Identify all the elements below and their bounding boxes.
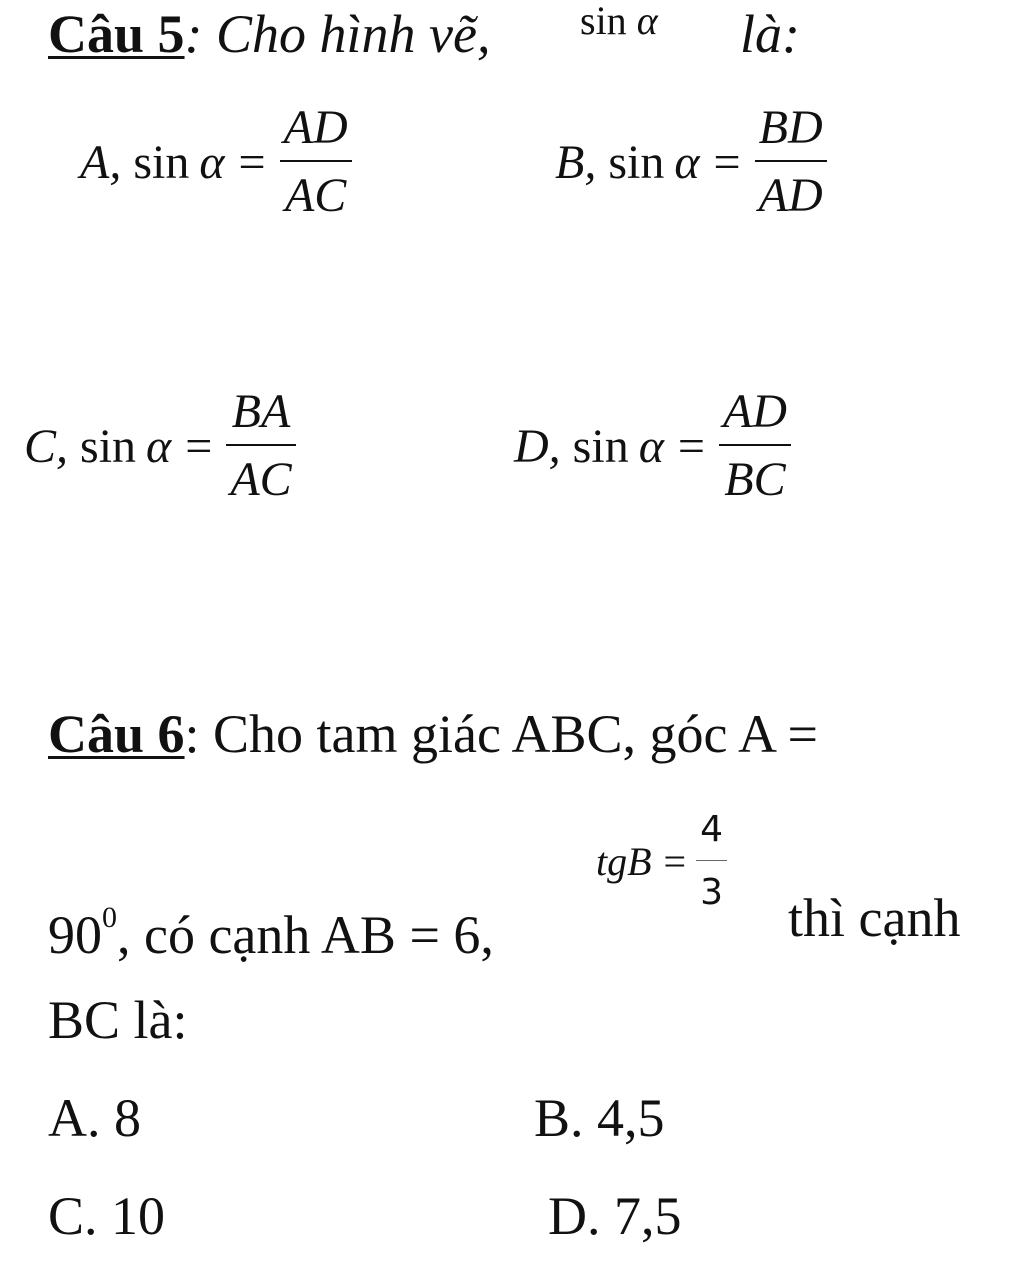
q5-heading	[48, 2, 490, 66]
q6-text-1: : Cho tam giác ABC, góc A =	[184, 704, 818, 764]
numerator: AD	[722, 385, 787, 438]
q6-answer-a: A. 8	[48, 1088, 141, 1148]
option-letter: A,	[80, 135, 122, 189]
sin-word: sin	[572, 419, 629, 473]
denominator: AC	[284, 169, 347, 222]
numerator: AD	[283, 101, 348, 154]
equals-sign: =	[238, 135, 266, 189]
sin-word: sin	[133, 135, 190, 189]
denominator: AD	[758, 169, 823, 222]
numerator: BA	[231, 385, 291, 438]
fraction	[719, 385, 791, 506]
q6-line-2	[48, 886, 494, 967]
fraction	[280, 101, 352, 222]
equals-sign: =	[185, 419, 213, 473]
equals-sign: =	[663, 839, 687, 884]
alpha-symbol: α	[674, 135, 700, 189]
option-letter: D,	[514, 419, 561, 473]
alpha-symbol: α	[146, 419, 172, 473]
q6-angle-value: 90	[48, 905, 102, 965]
equals-sign: =	[677, 419, 705, 473]
fraction	[226, 385, 295, 506]
q6-answer-c: C. 10	[48, 1186, 166, 1246]
q6-text-2: , có cạnh AB = 6,	[117, 905, 494, 965]
denominator: BC	[724, 453, 786, 506]
alpha-symbol: α	[638, 419, 664, 473]
q5-alpha: α	[636, 0, 658, 43]
equals-sign: =	[713, 135, 741, 189]
q5-option-b	[555, 101, 827, 222]
denominator: 3	[700, 872, 724, 913]
option-letter: C,	[24, 419, 69, 473]
numerator: 4	[700, 809, 724, 850]
q6-line-2-tail: thì cạnh	[788, 888, 961, 948]
tg-lhs: tgB	[596, 839, 652, 884]
option-letter: B,	[555, 135, 597, 189]
numerator: BD	[758, 101, 823, 154]
q6-degree-superscript: 0	[102, 901, 117, 934]
q5-option-d	[514, 385, 791, 506]
denominator: AC	[230, 453, 292, 506]
q5-option-a	[80, 101, 352, 222]
fraction	[696, 809, 727, 913]
q6-line-1	[48, 702, 818, 766]
fraction	[755, 101, 827, 222]
q6-tg-formula	[596, 809, 727, 913]
q5-title: : Cho hình vẽ,	[184, 4, 491, 64]
sin-word: sin	[608, 135, 665, 189]
q6-line-3: BC là:	[48, 990, 188, 1050]
q5-option-c	[24, 385, 296, 506]
q5-label: Câu 5	[48, 4, 185, 64]
q5-sin-word: sin	[580, 0, 627, 43]
q5-sin-alpha	[580, 0, 658, 46]
alpha-symbol: α	[199, 135, 225, 189]
q5-tail: là:	[740, 4, 800, 64]
sin-word: sin	[80, 419, 137, 473]
q6-answer-b: B. 4,5	[534, 1088, 665, 1148]
q6-label: Câu 6	[48, 704, 185, 764]
q6-answer-d: D. 7,5	[548, 1186, 682, 1246]
